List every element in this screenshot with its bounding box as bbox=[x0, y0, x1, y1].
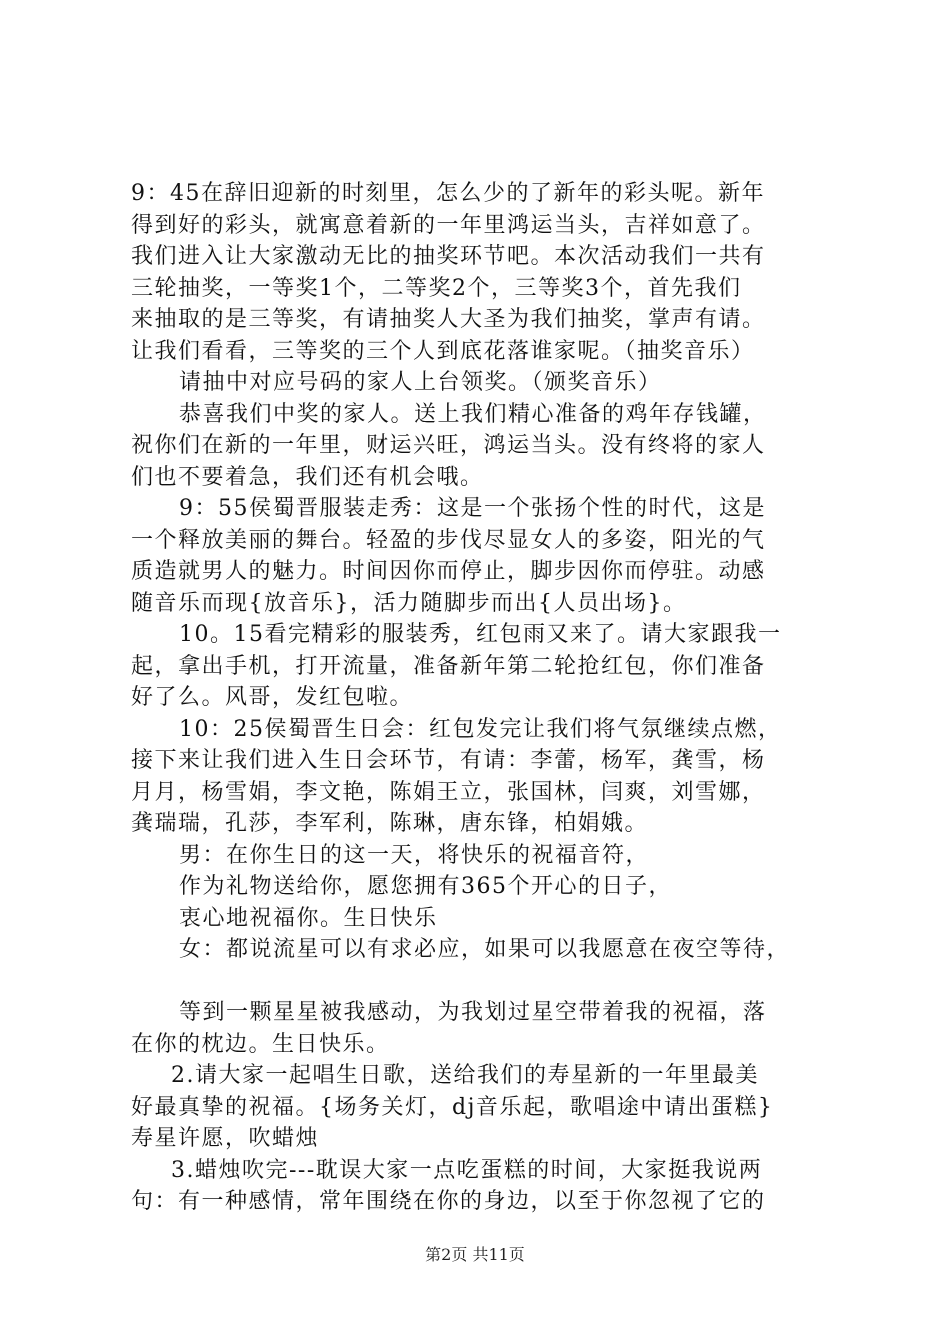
document-body bbox=[131, 178, 831, 1218]
text-line: 3.蜡烛吹完---耽误大家一点吃蛋糕的时间，大家挺我说两 bbox=[171, 1157, 763, 1183]
text-line: 月月，杨雪娟，李文艳，陈娟王立，张国林，闫爽，刘雪娜， bbox=[131, 779, 766, 805]
text-line: 作为礼物送给你，愿您拥有365个开心的日子， bbox=[179, 874, 672, 899]
text-line: 2.请大家一起唱生日歌，送给我们的寿星新的一年里最美 bbox=[171, 1063, 759, 1088]
text-line: 让我们看看，三等奖的三个人到底花落谁家呢。（抽奖音乐） bbox=[131, 338, 755, 364]
text-line: 起，拿出手机，打开流量，准备新年第二轮抢红包，你们准备 bbox=[131, 653, 766, 679]
text-line: 质造就男人的魅力。时间因你而停止，脚步因你而停驻。动感 bbox=[131, 559, 766, 584]
text-line: 在你的枕边。生日快乐。 bbox=[131, 1031, 390, 1057]
text-line: 恭喜我们中奖的家人。送上我们精心准备的鸡年存钱罐， bbox=[179, 401, 767, 427]
text-line: 9：55侯蜀晋服装走秀：这是一个张扬个性的时代，这是 bbox=[179, 496, 766, 521]
text-line: 得到好的彩头，就寓意着新的一年里鸿运当头，吉祥如意了。 bbox=[131, 212, 766, 238]
text-line: 句：有一种感情，常年围绕在你的身边，以至于你忽视了它的 bbox=[131, 1189, 766, 1214]
text-line: 三轮抽奖，一等奖1个，二等奖2个，三等奖3个，首先我们 bbox=[131, 275, 742, 301]
text-line: 随音乐而现{放音乐}，活力随脚步而出{人员出场}。 bbox=[131, 590, 687, 616]
text-line: 9：45在辞旧迎新的时刻里，怎么少的了新年的彩头呢。新年 bbox=[131, 181, 765, 206]
text-line: 龚瑞瑞，孔莎，李军利，陈琳，唐东锋，柏娟娥。 bbox=[131, 811, 649, 836]
blank-line bbox=[131, 966, 831, 998]
text-line: 来抽取的是三等奖，有请抽奖人大圣为我们抽奖，掌声有请。 bbox=[131, 307, 766, 332]
text-line: 们也不要着急，我们还有机会哦。 bbox=[131, 464, 484, 490]
text-line: 好最真挚的祝福。{场务关灯，dj音乐起，歌唱途中请出蛋糕} bbox=[131, 1094, 774, 1120]
text-line: 好了么。风哥，发红包啦。 bbox=[131, 685, 414, 710]
text-line: 请抽中对应号码的家人上台领奖。（颁奖音乐） bbox=[179, 370, 662, 395]
text-line: 接下来让我们进入生日会环节，有请：李蕾，杨军，龚雪，杨 bbox=[131, 748, 766, 773]
text-line: 寿星许愿，吹蜡烛 bbox=[131, 1126, 320, 1151]
text-line: 等到一颗星星被我感动，为我划过星空带着我的祝福，落 bbox=[179, 1000, 767, 1025]
page-number-footer: 第2页 共11页 bbox=[425, 1245, 525, 1264]
text-line: 一个释放美丽的舞台。轻盈的步伐尽显女人的多姿，阳光的气 bbox=[131, 527, 766, 553]
text-line: 祝你们在新的一年里，财运兴旺，鸿运当头。没有终将的家人 bbox=[131, 433, 766, 458]
text-line: 10：25侯蜀晋生日会：红包发完让我们将气氛继续点燃， bbox=[179, 716, 782, 742]
text-line: 衷心地祝福你。生日快乐 bbox=[179, 905, 438, 931]
text-line: 10。15看完精彩的服装秀，红包雨又来了。请大家跟我一 bbox=[179, 622, 782, 647]
text-line: 女：都说流星可以有求必应，如果可以我愿意在夜空等待， bbox=[179, 937, 791, 962]
text-line: 我们进入让大家激动无比的抽奖环节吧。本次活动我们一共有 bbox=[131, 244, 766, 269]
text-line: 男：在你生日的这一天，将快乐的祝福音符， bbox=[179, 842, 650, 868]
